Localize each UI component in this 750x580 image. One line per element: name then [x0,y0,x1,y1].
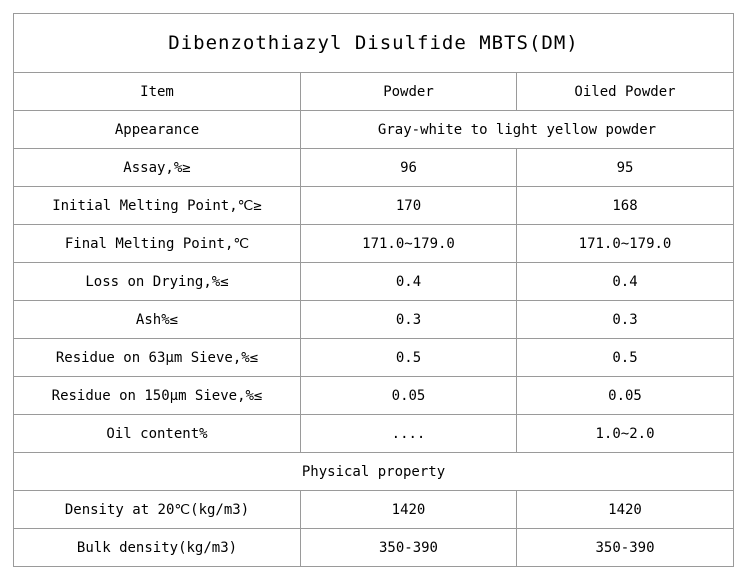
header-oiled-powder: Oiled Powder [517,73,734,111]
oiled-value: 95 [517,149,734,187]
row-label: Ash%≤ [14,301,301,339]
powder-value: 96 [301,149,517,187]
row-label: Density at 20℃(kg/m3) [14,491,301,529]
table-row [14,415,734,453]
oiled-value: 350-390 [517,529,734,567]
table-row [14,301,734,339]
row-label: Residue on 63μm Sieve,%≤ [14,339,301,377]
specification-table [13,13,734,567]
appearance-row [14,111,734,149]
oiled-value: 1420 [517,491,734,529]
powder-value: 0.05 [301,377,517,415]
table-row [14,377,734,415]
powder-value: 350-390 [301,529,517,567]
appearance-label: Appearance [14,111,301,149]
row-label: Loss on Drying,%≤ [14,263,301,301]
table-row [14,149,734,187]
row-label: Oil content% [14,415,301,453]
table-row [14,263,734,301]
oiled-value: 171.0~179.0 [517,225,734,263]
row-label: Final Melting Point,℃ [14,225,301,263]
table-row [14,339,734,377]
oiled-value: 1.0~2.0 [517,415,734,453]
oiled-value: 168 [517,187,734,225]
table-row [14,225,734,263]
header-row [14,73,734,111]
row-label: Residue on 150μm Sieve,%≤ [14,377,301,415]
powder-value: 0.5 [301,339,517,377]
row-label: Bulk density(kg/m3) [14,529,301,567]
powder-value: 1420 [301,491,517,529]
row-label: Assay,%≥ [14,149,301,187]
table-title: Dibenzothiazyl Disulfide MBTS(DM) [14,14,734,73]
powder-value: 0.4 [301,263,517,301]
powder-value: 171.0~179.0 [301,225,517,263]
title-row [14,14,734,73]
oiled-value: 0.4 [517,263,734,301]
section-heading: Physical property [14,453,734,491]
powder-value: 0.3 [301,301,517,339]
header-powder: Powder [301,73,517,111]
table-row [14,187,734,225]
header-item: Item [14,73,301,111]
oiled-value: 0.3 [517,301,734,339]
section-row [14,453,734,491]
powder-value: .... [301,415,517,453]
oiled-value: 0.5 [517,339,734,377]
oiled-value: 0.05 [517,377,734,415]
table-row [14,491,734,529]
powder-value: 170 [301,187,517,225]
row-label: Initial Melting Point,℃≥ [14,187,301,225]
table-row [14,529,734,567]
appearance-value: Gray-white to light yellow powder [301,111,734,149]
